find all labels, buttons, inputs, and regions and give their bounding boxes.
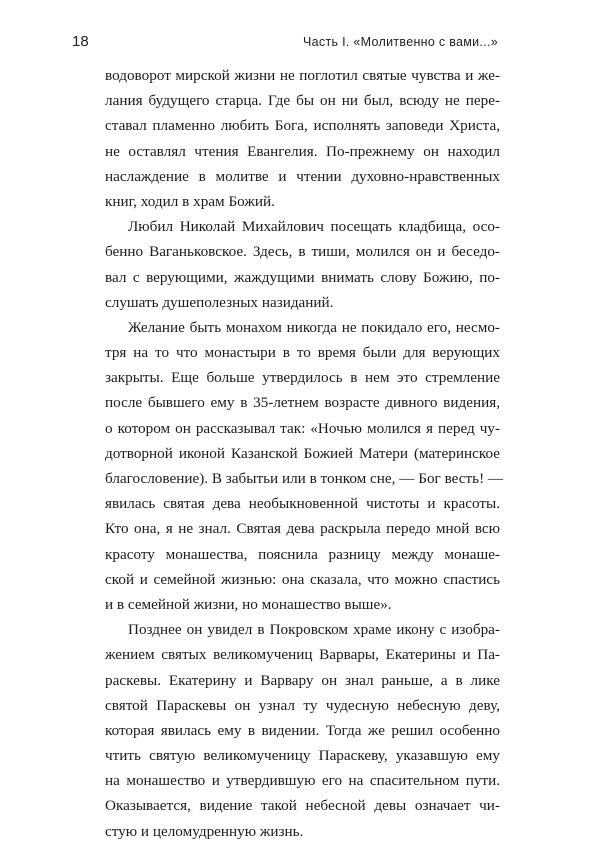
text-line: которая явилась ему в видении. Тогда же решил особенно — [105, 721, 500, 739]
text-line: святой Параскевы он узнал ту чудесную небесную деву, — [105, 696, 500, 714]
text-line: ставал пламенно любить Бога, исполнять заповеди Христа, — [105, 117, 500, 135]
text-line: Позднее он увидел в Покровском храме икону с изобра- — [128, 621, 500, 639]
text-line: раскевы. Екатерину и Варвару он знал раньше, а в лике — [105, 671, 500, 689]
text-line: стую и целомудренную жизнь. — [105, 822, 304, 840]
text-line: жением святых великомучениц Варвары, Екатерины и Па- — [105, 646, 500, 664]
text-line: ской и семейной жизнью: она сказала, что можно спастись — [105, 570, 500, 588]
text-line: лания будущего старца. Где бы он ни был, всюду не пере- — [105, 92, 500, 110]
text-line: тря на то что монастыри в то время были для верующих — [105, 344, 500, 362]
text-line: не оставлял чтения Евангелия. По-прежнему он находил — [105, 142, 500, 160]
text-line: бенно Ваганьковское. Здесь, в тиши, молился он и беседо- — [105, 243, 500, 261]
text-line: Оказывается, видение такой небесной девы означает чи- — [105, 797, 500, 815]
text-line: дотворной иконой Казанской Божией Матери (материнское — [105, 444, 500, 462]
text-line: явилась святая дева необыкновенной чистоты и красоты. — [105, 495, 500, 513]
paragraph — [105, 617, 500, 844]
text-line: закрыты. Еще больше утвердилось в нем это стремление — [105, 369, 500, 387]
text-line: наслаждение в молитве и чтении духовно-нравственных — [105, 167, 500, 185]
text-line: на монашество и утвердившую его на спасительном пути. — [105, 772, 500, 790]
paragraph — [105, 63, 500, 214]
text-line: благословение). В забытьи или в тонком сне, — Бог весть! — — [105, 470, 504, 487]
text-line: Желание быть монахом никогда не покидало его, несмо- — [128, 318, 500, 336]
text-line: водоворот мирской жизни не поглотил святые чувства и же- — [105, 67, 500, 84]
text-line: слушать душеполезных назиданий. — [105, 293, 334, 311]
text-line: Любил Николай Михайлович посещать кладбища, осо- — [128, 218, 500, 236]
text-line: книг, ходил в храм Божий. — [105, 192, 275, 210]
text-line: после бывшего ему в 35-летнем возрасте дивного видения, — [105, 394, 500, 412]
text-line: о котором он рассказывал так: «Ночью молился я перед чу- — [105, 419, 500, 437]
page-number: 18 — [72, 33, 89, 50]
paragraph — [105, 214, 500, 315]
text-line: красоту монашества, пояснила разницу между монаше- — [105, 545, 500, 563]
text-line: вал с верующими, жаждущими внимать слову Божию, по- — [105, 268, 500, 286]
text-line: чтить святую великомученицу Параскеву, указавшую ему — [105, 747, 500, 765]
paragraph — [105, 315, 504, 617]
running-header: Часть I. «Молитвенно с вами...» — [303, 35, 498, 49]
text-line: и в семейной жизни, но монашество выше». — [105, 595, 392, 613]
text-line: Кто она, я не знал. Святая дева раскрыла передо мной всю — [105, 520, 500, 538]
body-text — [105, 63, 504, 844]
